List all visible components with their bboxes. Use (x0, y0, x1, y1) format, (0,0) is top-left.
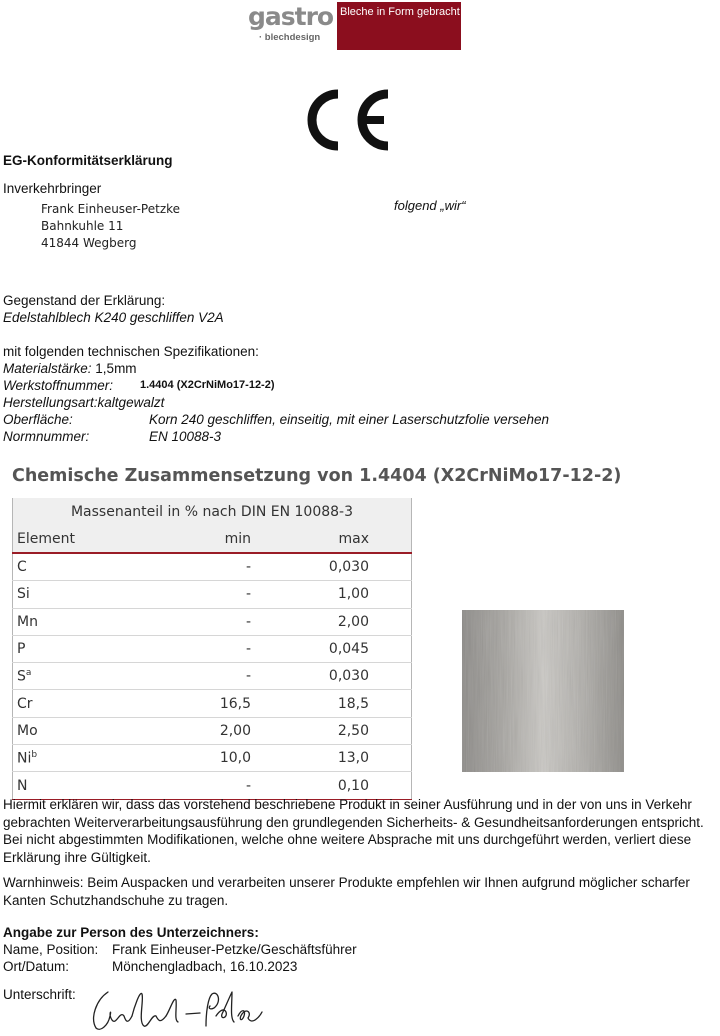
chem-cell-max: 1,00 (251, 581, 412, 608)
chem-cell-min: - (168, 663, 251, 690)
logo-subtitle: · blechdesign (259, 32, 321, 43)
element-symbol: P (17, 641, 26, 658)
signer-name-value: Frank Einheuser-Petzke/Geschäftsführer (112, 942, 357, 957)
chem-header-max: max (251, 526, 412, 553)
chem-cell-max: 2,00 (251, 608, 412, 635)
distributor-label: Inverkehrbringer (3, 181, 102, 196)
chem-header-min: min (168, 526, 251, 553)
spec-thickness-value: 1,5mm (95, 361, 137, 376)
chem-cell-element (13, 690, 169, 717)
spec-process (3, 395, 164, 410)
ce-mark-icon (304, 88, 392, 152)
chem-row (13, 581, 412, 608)
element-symbol: S (17, 668, 26, 685)
chem-cell-max: 18,5 (251, 690, 412, 717)
chem-row (13, 608, 412, 635)
document-title: EG-Konformitätserklärung (3, 153, 173, 168)
spec-thickness-label: Materialstärke: (3, 361, 92, 376)
steel-sample-image (462, 610, 624, 772)
logo-word: gastro (248, 2, 334, 31)
spec-norm-label: Normnummer: (3, 429, 90, 444)
chem-cell-max: 0,030 (251, 553, 412, 581)
spec-surface-value: Korn 240 geschliffen, einseitig, mit einer Laserschutzfolie versehen (149, 412, 549, 427)
company-logo (245, 2, 461, 50)
chem-cell-max: 0,10 (251, 772, 412, 799)
spec-norm-value: EN 10088-3 (149, 429, 222, 444)
chem-cell-min: - (168, 581, 251, 608)
element-symbol: Si (17, 586, 30, 603)
chem-header-element: Element (13, 526, 169, 553)
declaration-paragraph: Hiermit erklären wir, dass das vorstehend beschriebene Produkt in seiner Ausführung und in der von uns in Verkehr gebrachten Weiterverarbeitungsausführung den grundlegenden Sicherheits- & Gesundheitsanforderungen entspricht. Bei nicht abgestimmten Modifikationen, welche ohne weitere Absprache mit uns durchgeführt werden, verliert diese Erklärung ihre Gültigkeit. (3, 797, 704, 865)
logo-slogan-box (337, 2, 461, 50)
distributor-street: Bahnkuhle 11 (41, 219, 124, 233)
handwritten-signature (82, 986, 272, 1034)
specs-intro: mit folgenden technischen Spezifikationen: (3, 344, 259, 359)
chem-row (13, 663, 412, 690)
chem-cell-min: - (168, 608, 251, 635)
warning-paragraph: Warnhinweis: Beim Auspacken und verarbeiten unserer Produkte empfehlen wir Ihnen aufgrund möglicher scharfer Kanten Schutzhandschuhe zu tragen. (3, 875, 690, 908)
chem-cell-max: 2,50 (251, 717, 412, 744)
distributor-name: Frank Einheuser-Petzke (41, 202, 181, 216)
subject-value: Edelstahlblech K240 geschliffen V2A (3, 310, 224, 325)
signer-place-value: Mönchengladbach, 16.10.2023 (112, 959, 298, 974)
element-symbol: Mn (17, 613, 38, 630)
chem-cell-element (13, 717, 169, 744)
chem-title: Chemische Zusammensetzung von 1.4404 (X2CrNiMo17-12-2) (12, 466, 622, 486)
signer-name-label: Name, Position: (3, 942, 99, 957)
element-symbol: N (17, 777, 28, 794)
chem-cell-max: 0,030 (251, 663, 412, 690)
chem-row (13, 745, 412, 772)
chem-cell-element (13, 608, 169, 635)
signature-label: Unterschrift: (3, 987, 76, 1002)
spec-material-label: Werkstoffnummer: (3, 378, 114, 393)
element-footnote: a (25, 668, 32, 678)
chem-cell-min: - (168, 635, 251, 662)
chem-cell-element (13, 635, 169, 662)
distributor-city: 41844 Wegberg (41, 236, 137, 250)
chem-caption: Massenanteil in % nach DIN EN 10088-3 (13, 498, 412, 526)
chem-cell-min: - (168, 553, 251, 581)
spec-surface-label: Oberfläche: (3, 412, 73, 427)
chem-cell-element (13, 745, 169, 772)
chem-row (13, 553, 412, 581)
logo-text-block (245, 2, 337, 50)
spec-process-value: kaltgewalzt (97, 395, 165, 410)
logo-slogan: Bleche in Form gebracht (340, 6, 460, 18)
chem-cell-element (13, 553, 169, 581)
spec-process-label: Herstellungsart: (3, 395, 98, 410)
chem-cell-min: 10,0 (168, 745, 251, 772)
chem-row (13, 635, 412, 662)
chem-cell-max: 13,0 (251, 745, 412, 772)
chem-cell-min: 16,5 (168, 690, 251, 717)
chem-cell-element (13, 663, 169, 690)
element-footnote: b (31, 749, 38, 760)
element-symbol: C (17, 559, 27, 576)
chem-table (12, 498, 412, 800)
distributor-alias: folgend „wir“ (394, 198, 466, 213)
element-symbol: Cr (17, 695, 33, 712)
chem-cell-min: 2,00 (168, 717, 251, 744)
element-symbol: Mo (17, 722, 38, 739)
signer-heading: Angabe zur Person des Unterzeichners: (3, 925, 259, 940)
chem-cell-max: 0,045 (251, 635, 412, 662)
chem-cell-min: - (168, 772, 251, 799)
subject-label: Gegenstand der Erklärung: (3, 293, 166, 308)
chem-row (13, 690, 412, 717)
spec-thickness (3, 361, 137, 376)
chem-cell-element (13, 581, 169, 608)
element-symbol: Ni (17, 750, 32, 767)
chem-row (13, 717, 412, 744)
spec-material-value: 1.4404 (X2CrNiMo17-12-2) (140, 379, 275, 391)
signer-place-label: Ort/Datum: (3, 959, 70, 974)
